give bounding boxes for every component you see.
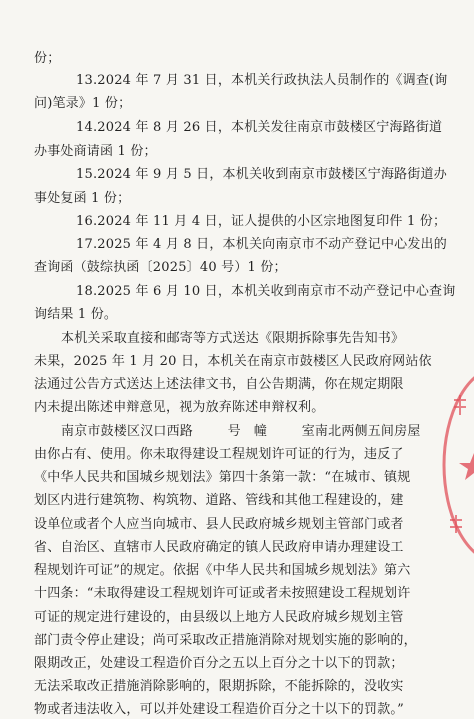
text-line-9: 17.2025 年 4 月 8 日，本机关向南京市不动产登记中心发出的 — [76, 237, 447, 252]
text-line-3: 问)笔录》1 份； — [34, 96, 132, 111]
text-line-6: 15.2024 年 9 月 5 日，本机关收到南京市鼓楼区宁海路街道办 — [76, 167, 447, 182]
text-line-13: 本机关采取直接和邮寄等方式送达《限期拆除事先告知书》 — [61, 331, 405, 346]
text-line-25: 可证的规定进行建设的，由县级以上地方人民政府城乡规划主管 — [34, 610, 404, 625]
text-line-29: 物或者违法收入，可以并处建设工程造价百分之十以下的罚款。” — [34, 702, 404, 717]
text-line-18: 由你占有、使用。你未取得建设工程规划许可证的行为，违反了 — [34, 447, 404, 462]
text-line-4: 14.2024 年 8 月 26 日，本机关发往南京市鼓楼区宁海路街道 — [76, 120, 443, 135]
text-line-24: 十四条：“未取得建设工程规划许可证或者未按照建设工程规划许 — [34, 586, 411, 601]
text-line-5: 办事处商请函 1 份； — [34, 144, 157, 159]
text-line-27: 限期改正，处建设工程造价百分之五以上百分之十以下的罚款； — [34, 656, 404, 671]
text-line-10: 查询函（鼓综执函〔2025〕40 号）1 份； — [34, 260, 287, 275]
text-line-16: 内未提出陈述申辩意见，视为放弃陈述申辩权利。 — [34, 400, 325, 415]
text-line-1: 份； — [34, 51, 61, 66]
official-seal-stamp — [440, 355, 474, 575]
text-line-23: 程规划许可证”的规定。依据《中华人民共和国城乡规划法》第六 — [34, 563, 411, 578]
text-line-19: 《中华人民共和国城乡规划法》第四十条第一款：“在城市、镇规 — [34, 470, 411, 485]
text-line-14: 未果，2025 年 1 月 20 日，本机关在南京市鼓楼区人民政府网站依 — [34, 354, 432, 369]
text-line-15: 法通过公告方式送达上述法律文书，自公告期满，你在规定期限 — [34, 377, 404, 392]
text-line-26: 部门责令停止建设；尚可采取改正措施消除对规划实施的影响的， — [34, 633, 417, 648]
text-line-28: 无法采取改正措施消除影响的，限期拆除，不能拆除的，没收实 — [34, 679, 404, 694]
text-line-7: 事处复函 1 份； — [34, 191, 131, 206]
text-line-2: 13.2024 年 7 月 31 日，本机关行政执法人员制作的《调查(询 — [76, 73, 448, 88]
text-line-20: 划区内进行建筑物、构筑物、道路、管线和其他工程建设的，建 — [34, 493, 404, 508]
text-line-11: 18.2025 年 6 月 10 日，本机关收到南京市不动产登记中心查询 — [76, 284, 456, 299]
text-line-21: 设单位或者个人应当向城市、县人民政府城乡规划主管部门或者 — [34, 517, 404, 532]
text-line-17: 南京市鼓楼区汉口西路 号 幢 室南北两侧五间房屋 — [61, 424, 421, 439]
text-line-12: 询结果 1 份。 — [34, 307, 118, 322]
text-line-22: 省、自治区、直辖市人民政府确定的镇人民政府申请办理建设工 — [34, 540, 404, 555]
text-line-8: 16.2024 年 11 月 4 日，证人提供的小区宗地图复印件 1 份； — [76, 214, 447, 229]
